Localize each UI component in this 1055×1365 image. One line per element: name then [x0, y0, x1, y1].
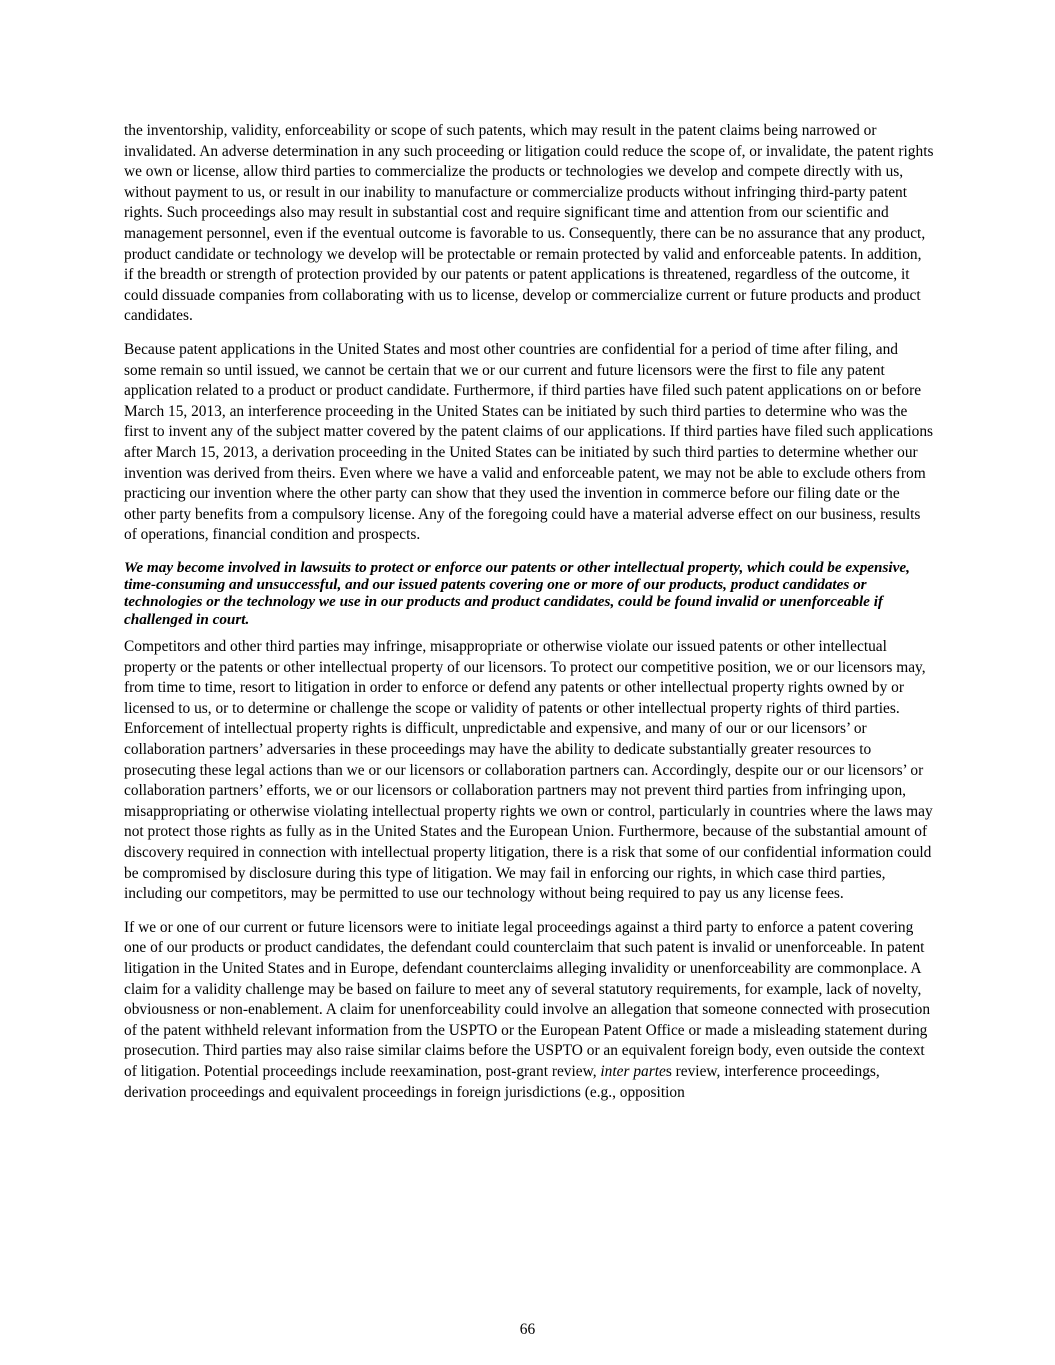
paragraph-patent-applications: Because patent applications in the United States and most other countries are confidential for a period of time after filing, and some remain so until issued, we cannot be certain that we or our current and future licensors were the first to file any patent application related to a product or product candidate. Furthermore, if third parties have filed such patent applications on or before March 15, 2013, an interference proceeding in the United States can be initiated by such third parties to determine who was the first to invent any of the subject matter covered by the patent claims of our applications. If third parties have filed such applications after March 15, 2013, a derivation proceeding in the United States can be initiated by such third parties to determine whether our invention was derived from theirs. Even where we have a valid and enforceable patent, we may not be able to exclude others from practicing our invention where the other party can show that they used the invention in commerce before our filing date or the other party benefits from a compulsory license. Any of the foregoing could have a material adverse effect on our business, results of operations, financial condition and prospects.: [124, 340, 934, 544]
document-body: [124, 121, 934, 1116]
paragraph-infringement: Competitors and other third parties may infringe, misappropriate or otherwise violate our issued patents or other intellectual property or the patents or other intellectual property of our licensors. To protect our competitive position, we or our licensors may, from time to time, resort to litigation in order to enforce or defend any patents or other intellectual property rights owned by or licensed to us, or to determine or challenge the scope or validity of patents or other intellectual property rights of third parties. Enforcement of intellectual property rights is difficult, unpredictable and expensive, and many of our or our licensors’ or collaboration partners’ adversaries in these proceedings may have the ability to dedicate substantially greater resources to prosecuting these legal actions than we or our licensors or collaboration partners can. Accordingly, despite our or our licensors’ or collaboration partners’ efforts, we or our licensors or collaboration partners may not prevent third parties from infringing upon, misappropriating or otherwise violating intellectual property rights we own or control, particularly in countries where the laws may not protect those rights as fully as in the United States and the European Union. Furthermore, because of the substantial amount of discovery required in connection with intellectual property litigation, there is a risk that some of our confidential information could be compromised by disclosure during this type of litigation. We may fail in enforcing our rights, in which case third parties, including our competitors, may be permitted to use our technology without being required to pay us any license fees.: [124, 638, 933, 903]
page-number: 66: [519, 1321, 536, 1338]
paragraph-patent-challenges: the inventorship, validity, enforceability or scope of such patents, which may result in the patent claims being narrowed or invalidated. An adverse determination in any such proceeding or litigation could reduce the scope of, or invalidate, the patent rights we own or license, allow third parties to commercialize the products or technologies we develop and compete directly with us, without payment to us, or result in our inability to manufacture or commercialize products without infringing third-party patent rights. Such proceedings also may result in substantial cost and require significant time and attention from our scientific and management personnel, even if the eventual outcome is favorable to us. Consequently, there can be no assurance that any product, product candidate or technology we develop will be protectable or remain protected by valid and enforceable patents. In addition, if the breadth or strength of protection provided by our patents or patent applications is threatened, regardless of the outcome, it could dissuade companies from collaborating with us to license, develop or commercialize current or future products and product candidates.: [124, 122, 934, 325]
risk-factor-heading: We may become involved in lawsuits to protect or enforce our patents or other intellectual property, which could be expensive, time-consuming and unsuccessful, and our issued patents covering one or more of our products, product candidates or technologies or the technology we use in our products and product candidates, could be found invalid or unenforceable if challenged in court.: [124, 558, 910, 628]
paragraph-legal-proceedings: [124, 918, 934, 1103]
inter-partes-italic-text: inter parte: [600, 1062, 666, 1080]
paragraph-legal-proceedings-text-start: If we or one of our current or future licensors were to initiate legal proceedings against a third party to enforce a patent covering one of our products or product candidates, the defendant could counterclaim that such patent is invalid or unenforceable. In patent litigation in the United States and in Europe, defendant counterclaims alleging invalidity or unenforceability are commonplace. A claim for a validity challenge may be based on failure to meet any of several statutory requirements, for example, lack of novelty, obviousness or non-enablement. A claim for unenforceability could involve an allegation that someone connected with prosecution of the patent withheld relevant information from the USPTO or the European Patent Office or made a misleading statement during prosecution. Third parties may also raise similar claims before the USPTO or an equivalent foreign body, even outside the context of litigation. Potential proceedings include reexamination, post-grant review,: [124, 918, 931, 1080]
paragraph-legal-proceedings-text-end: s review, interference proceedings, derivation proceedings and equivalent proceedings in foreign jurisdictions (e.g., opposition: [124, 1062, 880, 1101]
